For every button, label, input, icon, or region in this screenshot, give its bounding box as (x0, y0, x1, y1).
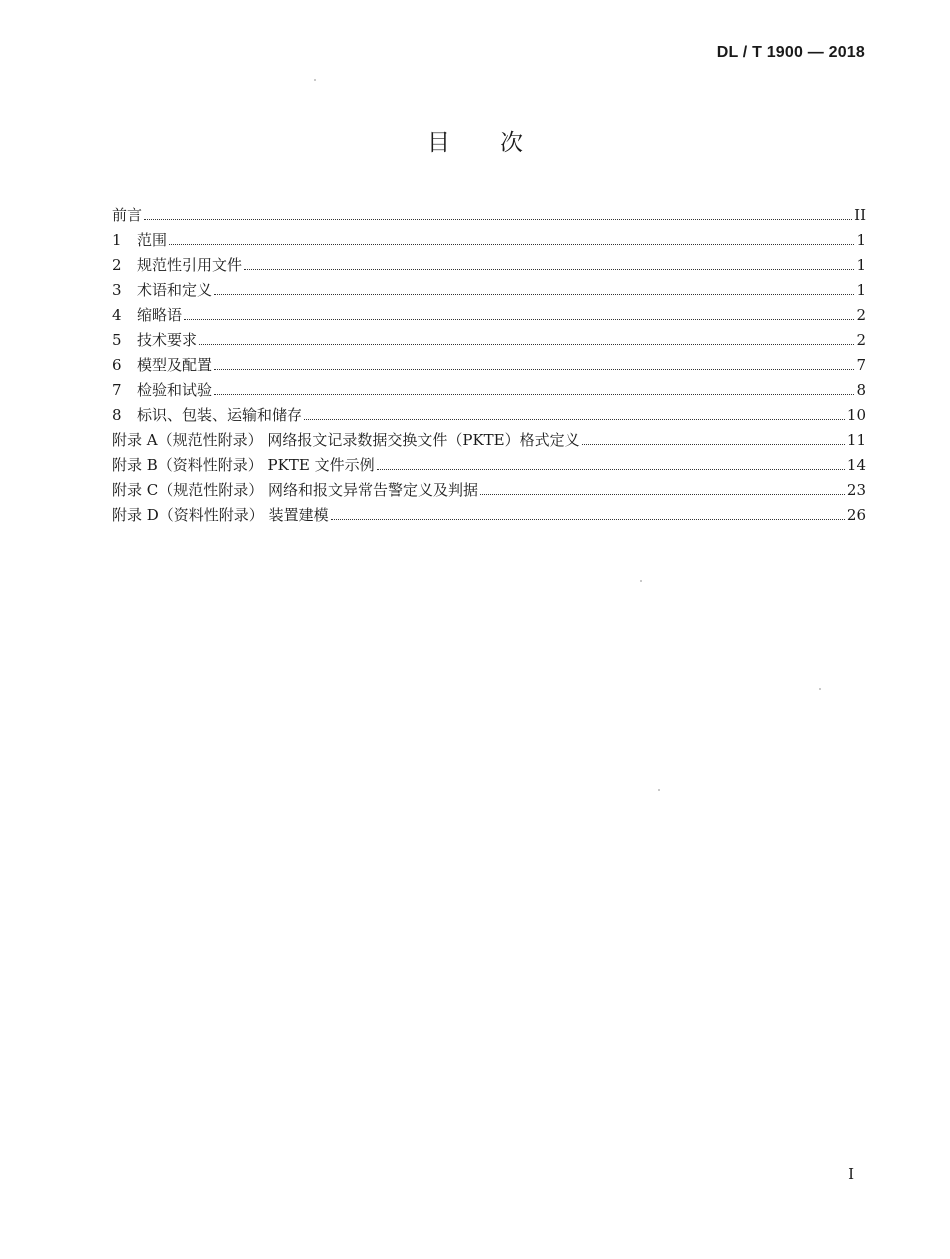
dot-leader (169, 244, 854, 245)
toc-entry-label: 技术要求 (137, 331, 198, 349)
toc-entry-foreword[interactable] (112, 203, 866, 228)
dot-leader (214, 294, 854, 295)
toc-entry-number: 8 (112, 406, 122, 424)
toc-entry-label: 附录 B（资料性附录） PKTE 文件示例 (112, 456, 375, 474)
toc-entry-label: 检验和试验 (137, 381, 213, 399)
toc-entry-number: 6 (112, 356, 122, 374)
scan-speck (658, 789, 660, 791)
toc-entry-label: 范围 (137, 231, 168, 249)
toc-entry-page: 1 (856, 256, 866, 274)
toc-entry-label: 附录 A（规范性附录） 网络报文记录数据交换文件（PKTE）格式定义 (112, 431, 580, 449)
dot-leader (377, 469, 845, 470)
scan-speck (314, 79, 316, 81)
toc-entry-page: 1 (856, 231, 866, 249)
toc-entry-label: 缩略语 (137, 306, 183, 324)
toc-entry-appendix-c[interactable] (112, 478, 866, 503)
page-title: 目次 (427, 130, 573, 156)
toc-entry-label: 标识、包装、运输和储存 (137, 406, 303, 424)
toc-entry-label: 前言 (112, 206, 143, 224)
toc-entry-number: 5 (112, 331, 122, 349)
toc-entry-appendix-b[interactable] (112, 453, 866, 478)
dot-leader (304, 419, 845, 420)
toc-entry-page: 23 (846, 481, 866, 499)
toc-entry-model-configuration[interactable] (112, 353, 866, 378)
toc-entry-inspection-testing[interactable] (112, 378, 866, 403)
dot-leader (214, 394, 854, 395)
dot-leader (144, 219, 852, 220)
toc-entry-number: 4 (112, 306, 122, 324)
toc-entry-page: 11 (846, 431, 866, 449)
toc-entry-page: 10 (846, 406, 866, 424)
toc-entry-scope[interactable] (112, 228, 866, 253)
toc-entry-page: 14 (846, 456, 866, 474)
dot-leader (184, 319, 854, 320)
toc-entry-page: 26 (846, 506, 866, 524)
toc-entry-number: 1 (112, 231, 122, 249)
toc-entry-label: 附录 D（资料性附录） 装置建模 (112, 506, 329, 524)
table-of-contents (112, 203, 866, 528)
toc-entry-number: 2 (112, 256, 122, 274)
dot-leader (244, 269, 854, 270)
toc-entry-terms-definitions[interactable] (112, 278, 866, 303)
toc-entry-label: 附录 C（规范性附录） 网络和报文异常告警定义及判据 (112, 481, 479, 499)
toc-entry-number: 7 (112, 381, 122, 399)
toc-entry-abbreviations[interactable] (112, 303, 866, 328)
toc-entry-page: II (854, 206, 866, 224)
toc-entry-label: 规范性引用文件 (137, 256, 243, 274)
toc-entry-page: 1 (856, 281, 866, 299)
dot-leader (214, 369, 854, 370)
scan-speck (819, 688, 821, 690)
toc-entry-page: 7 (856, 356, 866, 374)
toc-entry-number: 3 (112, 281, 122, 299)
toc-entry-normative-references[interactable] (112, 253, 866, 278)
scan-speck (640, 580, 642, 582)
dot-leader (582, 444, 845, 445)
document-code: DL / T 1900 — 2018 (716, 44, 865, 61)
toc-entry-technical-requirements[interactable] (112, 328, 866, 353)
toc-entry-appendix-d[interactable] (112, 503, 866, 528)
dot-leader (331, 519, 845, 520)
dot-leader (199, 344, 854, 345)
toc-entry-label: 术语和定义 (137, 281, 213, 299)
toc-entry-marking-packaging[interactable] (112, 403, 866, 428)
dot-leader (480, 494, 845, 495)
page-number: I (848, 1165, 854, 1183)
toc-entry-appendix-a[interactable] (112, 428, 866, 453)
toc-entry-page: 2 (856, 331, 866, 349)
toc-entry-page: 2 (856, 306, 866, 324)
toc-entry-label: 模型及配置 (137, 356, 213, 374)
toc-entry-page: 8 (856, 381, 866, 399)
